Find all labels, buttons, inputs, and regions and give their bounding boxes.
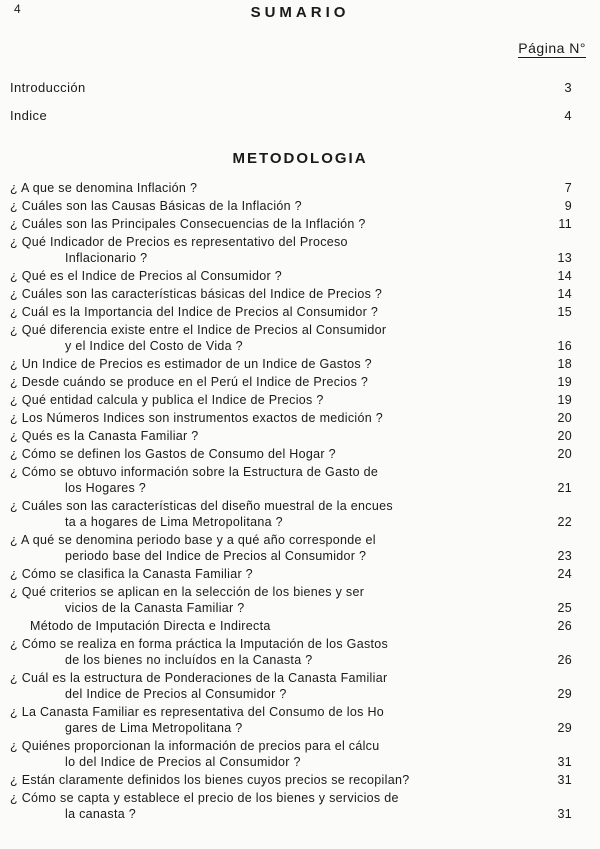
toc-entry xyxy=(10,374,572,390)
toc-entry-label-continuation: lo del Indice de Precios al Consumidor ? 31 xyxy=(65,755,572,769)
toc-entry xyxy=(10,618,572,634)
toc-entry xyxy=(10,304,572,320)
page-column-header: Página N° xyxy=(518,40,586,56)
toc-entry-page: 4 xyxy=(564,108,572,123)
toc-entry-label: ¿ Desde cuándo se produce en el Perú el Indice de Precios ? 19 xyxy=(10,375,572,389)
toc-entry-introduccion xyxy=(10,80,572,95)
toc-entry xyxy=(10,772,572,788)
page-title: SUMARIO xyxy=(250,4,350,21)
toc-entry xyxy=(10,464,572,496)
toc-entry-page: 25 xyxy=(557,601,572,615)
toc-entry-page: 14 xyxy=(557,287,572,301)
toc-entry-page: 31 xyxy=(557,773,572,787)
toc-entry-label: ¿ Cómo se obtuvo información sobre la Estructura de Gasto de xyxy=(10,465,379,479)
toc-entry-label: ¿ Qués es la Canasta Familiar ? 20 xyxy=(10,429,572,443)
toc-entry-label: ¿ A que se denomina Inflación ? 7 xyxy=(10,181,572,195)
toc-entry-label: ¿ Cuál es la estructura de Ponderaciones de la Canasta Familiar xyxy=(10,671,388,685)
toc-entry-page: 15 xyxy=(557,305,572,319)
toc-entry-label: ¿ Cuáles son las Causas Básicas de la Inflación ? 9 xyxy=(10,199,572,213)
toc-entry xyxy=(10,566,572,582)
toc-entry xyxy=(10,428,572,444)
toc-entry-page: 23 xyxy=(557,549,572,563)
toc-entry-label: ¿ Cómo se definen los Gastos de Consumo del Hogar ? 20 xyxy=(10,447,572,461)
toc-entry xyxy=(10,356,572,372)
toc-entry-page: 29 xyxy=(557,721,572,735)
toc-entry-page: 16 xyxy=(557,339,572,353)
toc-entry-label: ¿ Cuál es la Importancia del Indice de Precios al Consumidor ? 15 xyxy=(10,305,572,319)
toc-entry-label: ¿ Un Indice de Precios es estimador de un Indice de Gastos ? 18 xyxy=(10,357,572,371)
toc-entry-page: 19 xyxy=(557,393,572,407)
toc-entry-page: 22 xyxy=(557,515,572,529)
toc-entry xyxy=(10,198,572,214)
toc-entry xyxy=(10,286,572,302)
toc-entry-label: Indice xyxy=(10,108,48,123)
toc-entry-label: ¿ Qué Indicador de Precios es representativo del Proceso xyxy=(10,235,348,249)
toc-entry xyxy=(10,584,572,616)
toc-entry-label-continuation: y el Indice del Costo de Vida ? 16 xyxy=(65,339,572,353)
toc-entry xyxy=(10,498,572,530)
toc-entry xyxy=(10,636,572,668)
toc-entry-page: 24 xyxy=(557,567,572,581)
section-title: METODOLOGIA xyxy=(232,150,368,167)
toc-entry xyxy=(10,532,572,564)
toc-entry-label: Introducción xyxy=(10,80,86,95)
toc-entry-page: 11 xyxy=(558,217,572,231)
toc-entry-page: 21 xyxy=(557,481,572,495)
toc-entry-page: 29 xyxy=(557,687,572,701)
toc-entry-label-continuation: los Hogares ? 21 xyxy=(65,481,572,495)
toc-entry-label-continuation: gares de Lima Metropolitana ? 29 xyxy=(65,721,572,735)
toc-entry-label: ¿ Cuáles son las Principales Consecuencias de la Inflación ? 11 xyxy=(10,217,572,231)
toc-entry-page: 14 xyxy=(557,269,572,283)
page-number: 4 xyxy=(14,2,21,16)
toc-entry-label: ¿ Los Números Indices son instrumentos exactos de medición ? 20 xyxy=(10,411,572,425)
toc-entry-page: 19 xyxy=(557,375,572,389)
toc-entry xyxy=(10,738,572,770)
toc-entry-label: ¿ Qué criterios se aplican en la selección de los bienes y ser xyxy=(10,585,365,599)
toc-entry-label: ¿ Cuáles son las características del diseño muestral de la encues xyxy=(10,499,393,513)
toc-entry-page: 18 xyxy=(557,357,572,371)
toc-entry xyxy=(10,268,572,284)
toc-entry xyxy=(10,446,572,462)
toc-entry-label: ¿ Cuáles son las características básicas del Indice de Precios ? 14 xyxy=(10,287,572,301)
toc-entry-label-continuation: periodo base del Indice de Precios al Consumidor ? 23 xyxy=(65,549,572,563)
toc-entry-label: Método de Imputación Directa e Indirecta 26 xyxy=(30,619,572,633)
toc-entry xyxy=(10,392,572,408)
toc-entry-label: ¿ Qué diferencia existe entre el Indice de Precios al Consumidor xyxy=(10,323,387,337)
toc-entry-label: ¿ A qué se denomina periodo base y a qué año corresponde el xyxy=(10,533,376,547)
toc-entry xyxy=(10,180,572,196)
toc-entry-page: 26 xyxy=(557,619,572,633)
toc-entry-page: 26 xyxy=(557,653,572,667)
toc-entry-label: ¿ Cómo se capta y establece el precio de los bienes y servicios de xyxy=(10,791,399,805)
toc-entry xyxy=(10,234,572,266)
toc-entry-page: 20 xyxy=(557,447,572,461)
toc-entry-label-continuation: Inflacionario ? 13 xyxy=(65,251,572,265)
toc-entry-page: 9 xyxy=(564,199,572,213)
toc-entry-page: 20 xyxy=(557,429,572,443)
toc-entry-label: ¿ Están claramente definidos los bienes cuyos precios se recopilan? 31 xyxy=(10,773,572,787)
toc-entry-page: 7 xyxy=(564,181,572,195)
toc-entry-label-continuation: vicios de la Canasta Familiar ? 25 xyxy=(65,601,572,615)
toc-entry-label: ¿ Cómo se realiza en forma práctica la Imputación de los Gastos xyxy=(10,637,389,651)
toc-entry-label: ¿ Quiénes proporcionan la información de precios para el cálcu xyxy=(10,739,380,753)
toc-entry-page: 20 xyxy=(557,411,572,425)
toc-entry-label: ¿ Cómo se clasifica la Canasta Familiar ? 24 xyxy=(10,567,572,581)
toc-entry-label: ¿ Qué entidad calcula y publica el Indice de Precios ? 19 xyxy=(10,393,572,407)
toc-entry xyxy=(10,216,572,232)
toc-entry xyxy=(10,322,572,354)
toc-entry-indice xyxy=(10,108,572,123)
toc-entry-page: 31 xyxy=(557,755,572,769)
toc-entry-page: 13 xyxy=(557,251,572,265)
toc-entry-label-continuation: del Indice de Precios al Consumidor ? 29 xyxy=(65,687,572,701)
toc-entry-label-continuation: la canasta ? 31 xyxy=(65,807,572,821)
toc-entry-label: ¿ La Canasta Familiar es representativa del Consumo de los Ho xyxy=(10,705,385,719)
toc-entry-label-continuation: de los bienes no incluídos en la Canasta ? 26 xyxy=(65,653,572,667)
toc-entry xyxy=(10,790,572,822)
toc-entry-label-continuation: ta a hogares de Lima Metropolitana ? 22 xyxy=(65,515,572,529)
toc-entry-label: ¿ Qué es el Indice de Precios al Consumidor ? 14 xyxy=(10,269,572,283)
toc-entry xyxy=(10,704,572,736)
toc-entry xyxy=(10,410,572,426)
toc-entry-page: 31 xyxy=(557,807,572,821)
toc-entry xyxy=(10,670,572,702)
toc-entry-page: 3 xyxy=(564,80,572,95)
